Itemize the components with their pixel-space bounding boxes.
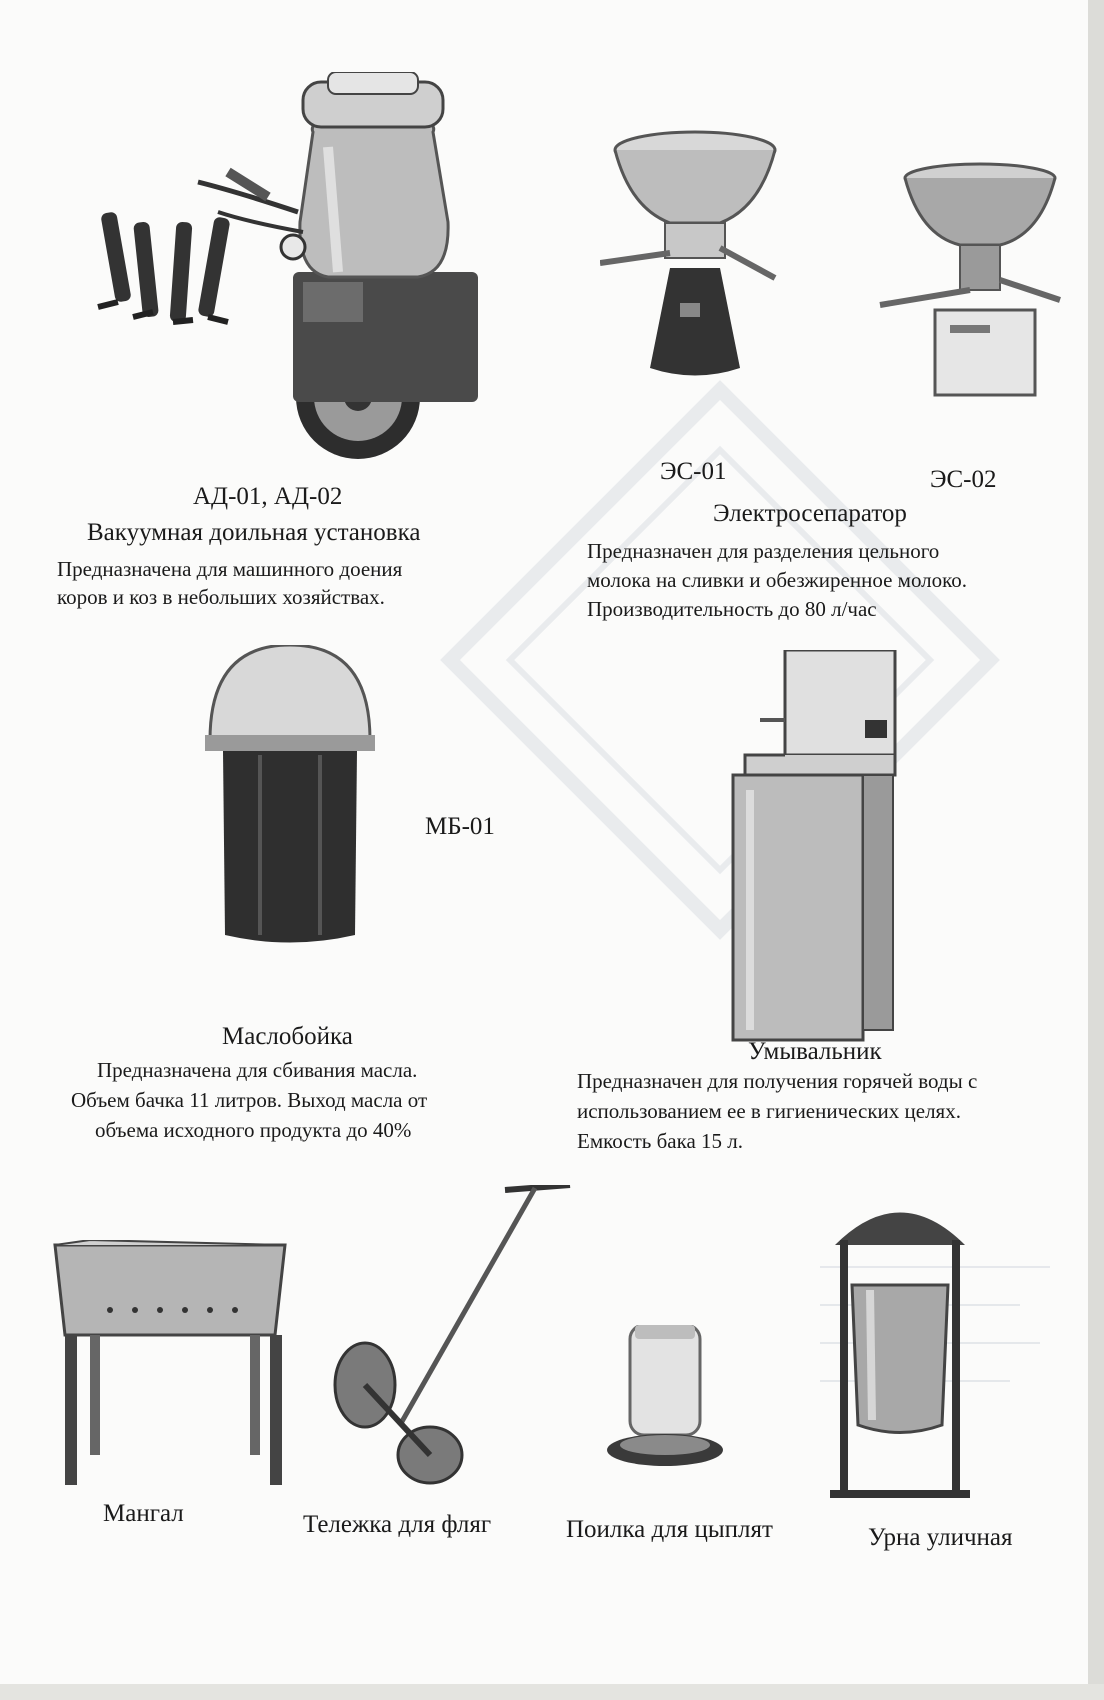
ad-model-label: АД-01, АД-02 xyxy=(193,483,343,510)
ad-desc-line-1: Предназначена для машинного доения xyxy=(57,557,403,581)
separator-es02-image xyxy=(870,160,1070,405)
um-product-name: Умывальник xyxy=(748,1038,882,1065)
chick-drinker-label: Поилка для цыплят xyxy=(566,1516,773,1543)
ad-product-name: Вакуумная доильная установка xyxy=(87,519,421,546)
um-desc-line-1: Предназначен для получения горячей воды с xyxy=(577,1069,978,1093)
um-desc-line-3: Емкость бака 15 л. xyxy=(577,1129,744,1153)
ad-desc-line-2: коров и коз в небольших хозяйствах. xyxy=(57,585,385,609)
scan-edge-right xyxy=(1088,0,1104,1700)
butter-churn-image xyxy=(205,645,375,950)
es01-model-label: ЭС-01 xyxy=(660,458,727,485)
mb-desc-line-1: Предназначена для сбивания масла. xyxy=(97,1058,418,1082)
es-desc-line-3: Производительность до 80 л/час xyxy=(587,597,877,621)
can-trolley-image xyxy=(320,1185,580,1490)
mb-desc-line-3: объема исходного продукта до 40% xyxy=(95,1118,412,1142)
es-desc-line-1: Предназначен для разделения цельного xyxy=(587,539,940,563)
es-desc-line-2: молока на сливки и обезжиренное молоко. xyxy=(587,568,968,592)
washbasin-image xyxy=(725,650,900,1045)
mb-product-name: Маслобойка xyxy=(222,1023,353,1050)
mb-desc-line-2: Объем бачка 11 литров. Выход масла от xyxy=(71,1088,428,1112)
separator-es01-image xyxy=(600,128,790,403)
scan-edge-bottom xyxy=(0,1684,1104,1700)
es-product-name: Электросепаратор xyxy=(713,500,907,527)
milking-machine-image xyxy=(78,72,490,467)
chick-drinker-image xyxy=(605,1325,725,1485)
um-desc-line-2: использованием ее в гигиенических целях. xyxy=(577,1099,961,1123)
grill-label: Мангал xyxy=(103,1500,184,1527)
es02-model-label: ЭС-02 xyxy=(930,466,997,493)
can-trolley-label: Тележка для фляг xyxy=(303,1511,492,1538)
grill-image xyxy=(50,1240,290,1490)
street-bin-label: Урна уличная xyxy=(868,1524,1013,1551)
street-bin-image xyxy=(830,1190,970,1505)
mb-model-label: МБ-01 xyxy=(425,813,495,840)
